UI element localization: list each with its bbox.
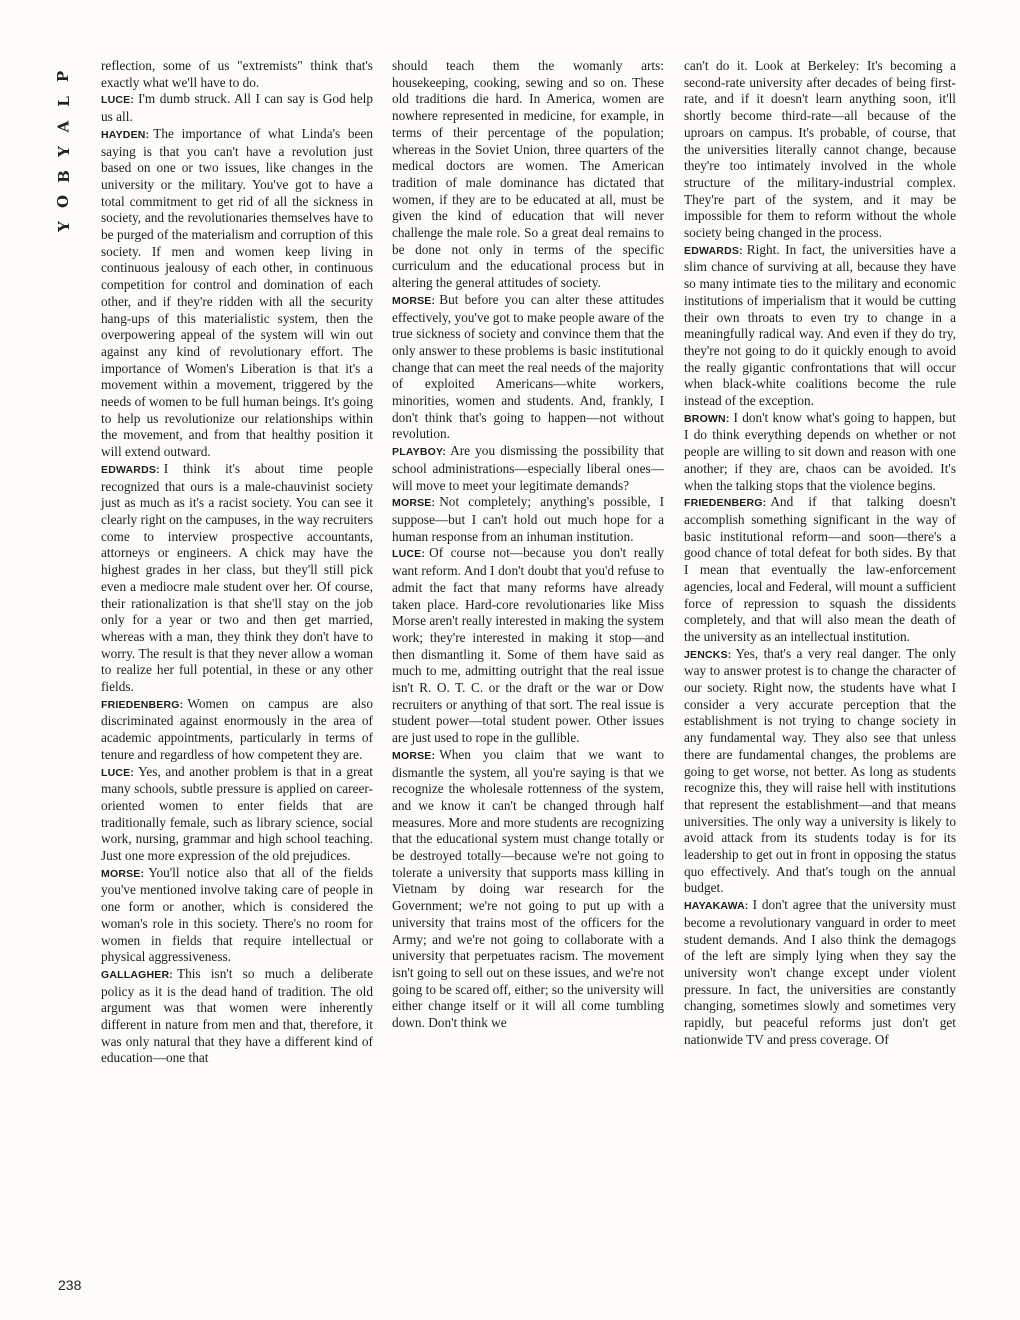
speaker-name: HAYDEN:	[101, 128, 150, 141]
paragraph-text: This isn't so much a deliberate policy as it is the dead hand of tradition. The old argument was that women were inherently different in nature from men and that, therefore, it was only natural that they have a different kind of education—one that	[101, 965, 373, 1066]
paragraph-text: When you claim that we want to dismantle the system, all you're saying is that we recognize the wholesale rottenness of the system, and we know it can't be changed through half measures. More and more students are recognizing that the educational system must change totally or be destroyed totally—because we're not going to tolerate a university that supports mass killing in Vietnam by doing war research for the Government; we're not going to put up with a university that trains most of the officers for the Army; and we're not going to collaborate with a university that perpetuates racism. The movement isn't going to sell out on these issues, and we're not going to be scared off, either; so the university will either change itself or it will all come tumbling down. Don't think we	[392, 746, 664, 1031]
speaker-name: EDWARDS:	[101, 463, 160, 476]
speaker-name: EDWARDS:	[684, 244, 743, 257]
speaker-name: LUCE:	[392, 548, 426, 561]
text-column-3	[684, 58, 956, 1048]
paragraph-text: Not completely; anything's possible, I suppose—but I can't hold out much hope for a human response from an inhuman institution.	[392, 494, 664, 544]
playboy-masthead	[52, 64, 76, 239]
speaker-name: MORSE:	[101, 867, 145, 880]
paragraph	[392, 58, 664, 292]
paragraph-text: reflection, some of us "extremists" think that's exactly what we'll have to do.	[101, 58, 373, 90]
paragraph	[101, 865, 373, 966]
masthead-letter: Y	[54, 146, 73, 157]
speaker-name: FRIEDENBERG:	[684, 497, 767, 510]
paragraph	[101, 461, 373, 696]
paragraph-text: Yes, that's a very real danger. The only way to answer protest is to change the character of our society. Right now, the students have what I consider a very accurate perception that the establishment is not trying to change society in any fundamental way. They also see that unless there are fundamental changes, the problems are going to get worse, not better. As long as students recognize this, they will raise hell with institutions that represent the establishment—and that means universities. The only way a university is likely to avoid attack from its students today is for its leadership to get out in front in opposing the status quo effectively. And that's tough on the annual budget.	[684, 645, 956, 896]
paragraph	[101, 764, 373, 865]
paragraph-text: Of course not—because you don't really want reform. And I don't doubt that you'd refuse to admit the fact that many reforms have already taken place. Hard-core revolutionaries like Miss Morse aren't really interested in making the system work; they're interested in making it stop—and then dismantling it. Some of them have said as much to me, admitting outright that the real issue isn't R. O. T. C. or the draft or the war or Dow recruiters or anything of that sort. The real issue is student power—total student power. Other issues are just used to rope in the gullible.	[392, 545, 664, 746]
paragraph	[101, 696, 373, 764]
paragraph	[392, 494, 664, 545]
paragraph	[101, 91, 373, 125]
paragraph	[101, 58, 373, 91]
speaker-name: LUCE:	[101, 94, 135, 107]
speaker-name: MORSE:	[392, 749, 436, 762]
paragraph-text: I'm dumb struck. All I can say is God help us all.	[101, 91, 373, 125]
masthead-letter: B	[54, 170, 73, 183]
masthead-letter: Y	[54, 221, 73, 232]
speaker-name: MORSE:	[392, 294, 436, 307]
paragraph-text: Yes, and another problem is that in a great many schools, subtle pressure is applied on career-oriented women to enter fields that are traditionally female, such as library science, social work, nursing, grammar and high school teaching. Just one more expression of the old prejudices.	[101, 763, 373, 864]
paragraph-text: should teach them the womanly arts: housekeeping, cooking, sewing and so on. These old traditions die hard. In America, women are nowhere represented in medicine, for example, in terms of their percentage of the population; whereas in the Soviet Union, three quarters of the medical doctors are women. The American tradition of male dominance has dictated that women, if they are to be educated at all, must be given the kind of education that will never challenge the male role. So a great deal remains to be done not only in terms of the specific curriculum and the educational process but in altering the general attitudes of society.	[392, 58, 664, 291]
speaker-name: FRIEDENBERG:	[101, 698, 184, 711]
speaker-name: MORSE:	[392, 497, 436, 510]
paragraph-text: I don't agree that the university must become a revolutionary vanguard in order to meet student demands. And I also think the demagogs of the left are simply lying when they say the university won't change except under violent pressure. In fact, the universities are constantly changing, sometimes slowly and sometimes very rapidly, but peaceful reforms just don't get nationwide TV and press coverage. Of	[684, 897, 956, 1047]
masthead-letter: P	[54, 70, 73, 83]
paragraph	[392, 292, 664, 443]
paragraph-text: I think it's about time people recognized that ours is a male-chauvinist society just as much as it's a racist society. You can see it clearly right on the campuses, in the way recruiters come to interview prospective accountants, attorneys or engineers. A chick may have the highest grades in her class, but they'll still pick even a mediocre male student over her. Of course, their rationalization is that she'll stay on the job only for a year or two and then get married, whereas with a man, they think they don't have to worry. The result is that they never allow a woman to realize her full potential, in these or any other fields.	[101, 460, 373, 695]
speaker-name: BROWN:	[684, 412, 730, 425]
paragraph-text: But before you can alter these attitudes effectively, you've got to make people aware of the true sickness of society and convince them that the only answer to these problems is basic institutional change that can meet the real needs of the majority of exploited Americans—white workers, minorities, women and students. And, frankly, I don't think that's going to happen—not without revolution.	[392, 291, 664, 442]
paragraph-text: And if that talking doesn't accomplish something significant in the way of basic institutional reform—and soon—there's a good chance of total defeat for both sides. By that I mean that eventually the law-enforcement agencies, local and Federal, will mount a sufficient force of repression to squash the dissidents completely, and that will also mean the death of the university as an intellectual institution.	[684, 494, 956, 644]
paragraph-text: Are you dismissing the possibility that school administrations—especially liberal ones—will move to meet your legitimate demands?	[392, 443, 664, 493]
speaker-name: PLAYBOY:	[392, 446, 447, 459]
paragraph-text: Women on campus are also discriminated against enormously in the area of academic appointments, particularly in terms of tenure and regardless of how competent they are.	[101, 695, 373, 762]
speaker-name: GALLAGHER:	[101, 968, 173, 981]
text-column-1	[101, 58, 373, 1067]
paragraph	[684, 897, 956, 1048]
paragraph-text: Right. In fact, the universities have a slim chance of surviving at all, because they have so many intimate ties to the military and economic institutions of imperialism that it would be cutting their own throats to even try to change in a meaningfully radical way. And even if they do try, they're not going to do it quickly enough to avoid the really gigantic confrontations that will occur when black-white coalitions become the rule instead of the exception.	[684, 241, 956, 409]
speaker-name: HAYAKAWA:	[684, 900, 749, 913]
paragraph	[392, 545, 664, 746]
speaker-name: LUCE:	[101, 766, 135, 779]
speaker-name: JENCKS:	[684, 648, 732, 661]
paragraph-text: The importance of what Linda's been saying is that you can't have a revolution just based on one or two issues, like changes in the university or the military. You've got to have a total commitment to get rid of all the sickness in society, and the revolutionaries themselves have to be purged of the materialism and corruption of this society. If men and women keep living in continuous jealousy of each other, in continuous competition for control and domination of each other, and if they're ridden with all the security hang-ups of this materialistic system, then the overpowering appeal of the system will win out against any kind of revolutionary effort. The importance of Women's Liberation is that it's a movement within a movement, triggered by the needs of women to be full human beings. It's going to help us revolutionize our relationships within the movement, and from that healthy position it will extend outward.	[101, 125, 373, 460]
paragraph	[684, 242, 956, 410]
masthead-letter: L	[54, 96, 73, 107]
paragraph-text: You'll notice also that all of the fields you've mentioned involve taking care of people in one form or another, which is considered the woman's role in this society. There's no room for women in fields that require intellectual or physical aggressiveness.	[101, 864, 373, 965]
masthead-letter: A	[54, 120, 73, 133]
paragraph	[684, 58, 956, 242]
paragraph-text: can't do it. Look at Berkeley: It's becoming a second-rate university after decades of being first-rate, and if it doesn't learn anything soon, it'll shortly become third-rate—all because of the uproars on campus. It's probable, of course, that the universities literally cannot change, because they're too intimately involved in the whole structure of the military-industrial complex. They're part of the system, and it may be impossible for them to reform without the whole society being changed in the process.	[684, 58, 956, 241]
masthead-letter: O	[54, 194, 73, 209]
paragraph-text: I don't know what's going to happen, but I do think everything depends on whether or not people are willing to sit down and reason with one another; if they are, chaos can be avoided. It's when the talking stops that the violence begins.	[684, 409, 956, 493]
paragraph	[392, 747, 664, 1032]
text-column-2	[392, 58, 664, 1032]
paragraph	[101, 126, 373, 461]
paragraph	[684, 646, 956, 898]
paragraph	[392, 443, 664, 494]
page-number: 238	[58, 1277, 82, 1293]
paragraph	[684, 410, 956, 495]
paragraph	[684, 494, 956, 645]
paragraph	[101, 966, 373, 1067]
